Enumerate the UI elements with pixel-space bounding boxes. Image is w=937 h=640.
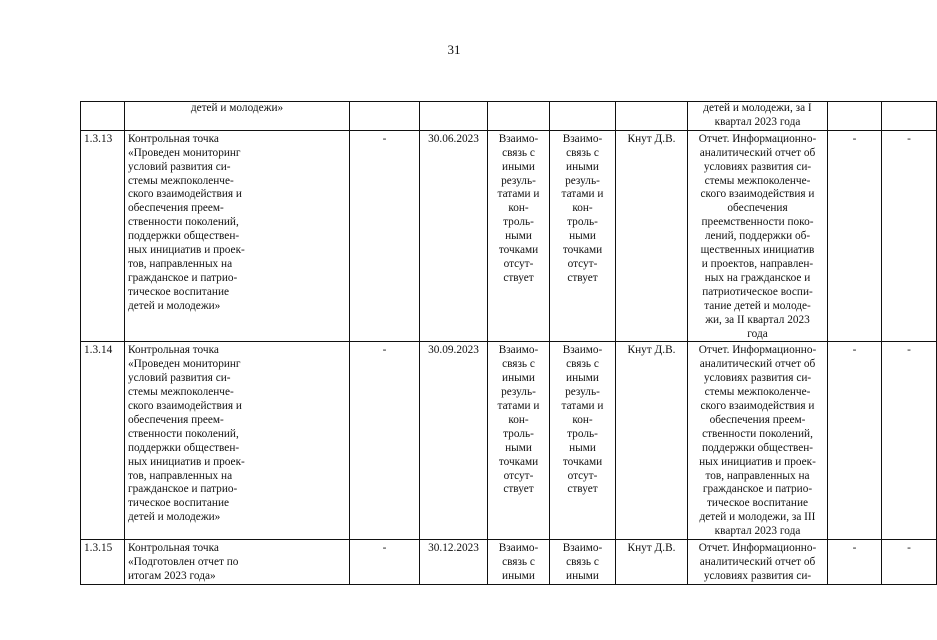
name-line: стемы межпоколенче- [128, 174, 234, 187]
name-line: обеспечения преем- [128, 202, 224, 215]
cell-name [125, 342, 350, 540]
name-line: ных инициатив и проек- [128, 244, 245, 257]
result-line: Отчет. Информационно- [698, 344, 817, 357]
result-line: ского взаимодействия и [700, 400, 815, 413]
cell-col10 [882, 342, 937, 540]
link-line: Взаимо- [562, 542, 603, 555]
result-line: ского взаимодействия и [700, 188, 815, 201]
responsible: Кнут Д.В. [627, 132, 676, 145]
start-date: - [382, 344, 387, 357]
link-line: отсут- [503, 469, 534, 482]
result-line: аналитический отчет об [699, 556, 816, 568]
end-date: 30.12.2023 [428, 542, 479, 555]
link-line: связь с [502, 358, 535, 371]
cell-col9 [828, 130, 882, 342]
result-line: лений, поддержки об- [704, 230, 811, 243]
end-date: 30.09.2023 [428, 344, 479, 357]
name-line: итогам 2023 года» [128, 569, 216, 582]
result-line: стемы межпоколенче- [704, 386, 811, 399]
link-line: Взаимо- [562, 344, 603, 357]
cell-link-prev [488, 102, 550, 131]
name-line: тическое воспитание [128, 285, 229, 298]
cell-link-prev [488, 130, 550, 342]
cell-responsible [616, 540, 688, 585]
table-row [81, 342, 937, 540]
cell-end [420, 540, 488, 585]
name-line: тов, направленных на [128, 469, 233, 482]
link-line: отсут- [503, 257, 534, 270]
link-line: связь с [566, 358, 599, 371]
result-line: условиях развития си- [703, 160, 812, 173]
link-line: резуль- [501, 174, 536, 187]
link-line: ными [569, 441, 596, 454]
result-line: патриотическое воспи- [702, 285, 813, 298]
link-line: отсут- [567, 469, 598, 482]
result-line: ных инициатив и проек- [699, 455, 816, 468]
cell-start [350, 540, 420, 585]
link-line: иными [502, 569, 535, 582]
result-line: поддержки обществен- [701, 441, 814, 454]
start-date: - [382, 132, 387, 145]
result-line: тическое воспитание [707, 497, 808, 510]
cell-start [350, 130, 420, 342]
cell-result [688, 342, 828, 540]
end-date: 30.06.2023 [428, 132, 479, 145]
link-line: татами и [561, 400, 604, 413]
col10-value: - [907, 542, 911, 555]
result-line: обеспечения [727, 202, 788, 215]
link-line: ными [505, 441, 532, 454]
result-line: условиях развития си- [703, 372, 812, 385]
result-line: ных на гражданское и [704, 271, 811, 284]
cell-name [125, 540, 350, 585]
cell-result [688, 540, 828, 585]
cell-link-prev [488, 342, 550, 540]
cell-link-next [550, 130, 616, 342]
name-line: ных инициатив и проек- [128, 455, 245, 468]
link-line: Взаимо- [498, 344, 539, 357]
link-line: троль- [503, 216, 534, 229]
cell-col9 [828, 540, 882, 585]
link-line: кон- [508, 202, 529, 215]
cell-col9 [828, 342, 882, 540]
result-line: Отчет. Информационно- [698, 132, 817, 145]
name-line: обеспечения преем- [128, 413, 224, 426]
name-line: Контрольная точка [128, 542, 219, 555]
link-line: иными [502, 372, 535, 385]
result-line: гражданское и патрио- [702, 483, 813, 496]
link-line: троль- [567, 427, 598, 440]
link-line: точками [562, 244, 603, 257]
responsible: Кнут Д.В. [627, 542, 676, 555]
link-line: троль- [503, 427, 534, 440]
start-date: - [382, 542, 387, 555]
row-number: 1.3.14 [84, 344, 113, 357]
result-line: Отчет. Информационно- [698, 542, 817, 555]
name-line: ского взаимодействия и [128, 188, 242, 201]
result-line: детей и молодежи, за I [703, 102, 812, 114]
cell-link-next [550, 342, 616, 540]
result-line: детей и молодежи, за III [699, 511, 816, 524]
name-line: тов, направленных на [128, 257, 233, 270]
cell-num [81, 540, 125, 585]
result-line: стемы межпоколенче- [704, 174, 811, 187]
name-line: ственности поколений, [128, 216, 239, 229]
link-line: связь с [502, 146, 535, 159]
link-line: ствует [567, 271, 598, 284]
link-line: связь с [566, 556, 599, 568]
result-line: квартал 2023 года [714, 115, 801, 128]
col10-value: - [907, 344, 911, 357]
cell-start [350, 102, 420, 131]
result-line: ственности поколений, [702, 427, 813, 440]
continuation-row [81, 102, 937, 131]
name-line: гражданское и патрио- [128, 271, 238, 284]
col9-value: - [852, 132, 857, 145]
cell-result [688, 130, 828, 342]
link-line: связь с [502, 556, 535, 568]
result-line: года [747, 327, 768, 340]
link-line: ствует [503, 483, 534, 496]
page-number: 31 [447, 42, 461, 57]
row-number: 1.3.15 [84, 542, 113, 555]
result-line: преемственности поко- [701, 216, 814, 229]
result-line: тание детей и молоде- [704, 299, 811, 312]
cell-col10 [882, 102, 937, 131]
link-line: резуль- [565, 386, 600, 399]
link-line: отсут- [567, 257, 598, 270]
result-line: обеспечения преем- [709, 413, 806, 426]
result-line: щественных инициатив [700, 244, 815, 257]
cell-responsible [616, 102, 688, 131]
link-line: кон- [572, 413, 593, 426]
cell-link-next [550, 102, 616, 131]
result-line: жи, за II квартал 2023 [705, 313, 810, 326]
name-line: поддержки обществен- [128, 230, 240, 243]
name-tail: детей и молодежи» [190, 102, 284, 114]
control-points-table [80, 101, 937, 585]
row-number: 1.3.13 [84, 132, 113, 145]
result-line: условиях развития си- [703, 569, 812, 582]
link-line: ствует [567, 483, 598, 496]
link-line: кон- [508, 413, 529, 426]
name-line: «Проведен мониторинг [128, 146, 241, 159]
link-line: иными [502, 160, 535, 173]
col9-value: - [852, 344, 857, 357]
cell-link-prev [488, 540, 550, 585]
link-line: татами и [497, 400, 540, 413]
name-line: ского взаимодействия и [128, 400, 242, 413]
link-line: точками [562, 455, 603, 468]
link-line: татами и [497, 188, 540, 201]
link-line: ными [505, 230, 532, 243]
cell-num [81, 130, 125, 342]
cell-start [350, 342, 420, 540]
cell-end [420, 130, 488, 342]
name-line: «Проведен мониторинг [128, 358, 241, 371]
name-line: Контрольная точка [128, 132, 219, 145]
cell-col10 [882, 540, 937, 585]
name-line: Контрольная точка [128, 344, 219, 357]
result-line: и проектов, направлен- [701, 257, 814, 270]
name-line: условий развития си- [128, 372, 231, 385]
link-line: Взаимо- [562, 132, 603, 145]
name-line: поддержки обществен- [128, 441, 240, 454]
cell-name [125, 130, 350, 342]
result-line: аналитический отчет об [699, 358, 816, 371]
link-line: точками [498, 455, 539, 468]
cell-end [420, 342, 488, 540]
link-line: связь с [566, 146, 599, 159]
table-row [81, 130, 937, 342]
link-line: точками [498, 244, 539, 257]
link-line: иными [566, 569, 599, 582]
cell-link-next [550, 540, 616, 585]
link-line: татами и [561, 188, 604, 201]
result-line: тов, направленных на [705, 469, 810, 482]
name-line: ственности поколений, [128, 427, 239, 440]
result-line: аналитический отчет об [699, 146, 816, 159]
name-line: «Подготовлен отчет по [128, 556, 239, 568]
link-line: резуль- [501, 386, 536, 399]
link-line: ствует [503, 271, 534, 284]
responsible: Кнут Д.В. [627, 344, 676, 357]
table-body [81, 130, 937, 584]
name-line: тическое воспитание [128, 497, 229, 510]
link-line: троль- [567, 216, 598, 229]
cell-col9 [828, 102, 882, 131]
name-line: детей и молодежи» [128, 511, 221, 524]
cell-col10 [882, 130, 937, 342]
cell-end [420, 102, 488, 131]
col10-value: - [907, 132, 911, 145]
link-line: иными [566, 372, 599, 385]
name-line: стемы межпоколенче- [128, 386, 234, 399]
cell-responsible [616, 342, 688, 540]
name-line: гражданское и патрио- [128, 483, 238, 496]
cell-num [81, 342, 125, 540]
cell-name [125, 102, 350, 131]
table-row [81, 540, 937, 585]
cell-num [81, 102, 125, 131]
name-line: условий развития си- [128, 160, 231, 173]
link-line: иными [566, 160, 599, 173]
link-line: резуль- [565, 174, 600, 187]
name-line: детей и молодежи» [128, 299, 221, 312]
cell-result [688, 102, 828, 131]
link-line: Взаимо- [498, 132, 539, 145]
link-line: ными [569, 230, 596, 243]
link-line: кон- [572, 202, 593, 215]
col9-value: - [852, 542, 857, 555]
cell-responsible [616, 130, 688, 342]
link-line: Взаимо- [498, 542, 539, 555]
result-line: квартал 2023 года [714, 525, 801, 538]
